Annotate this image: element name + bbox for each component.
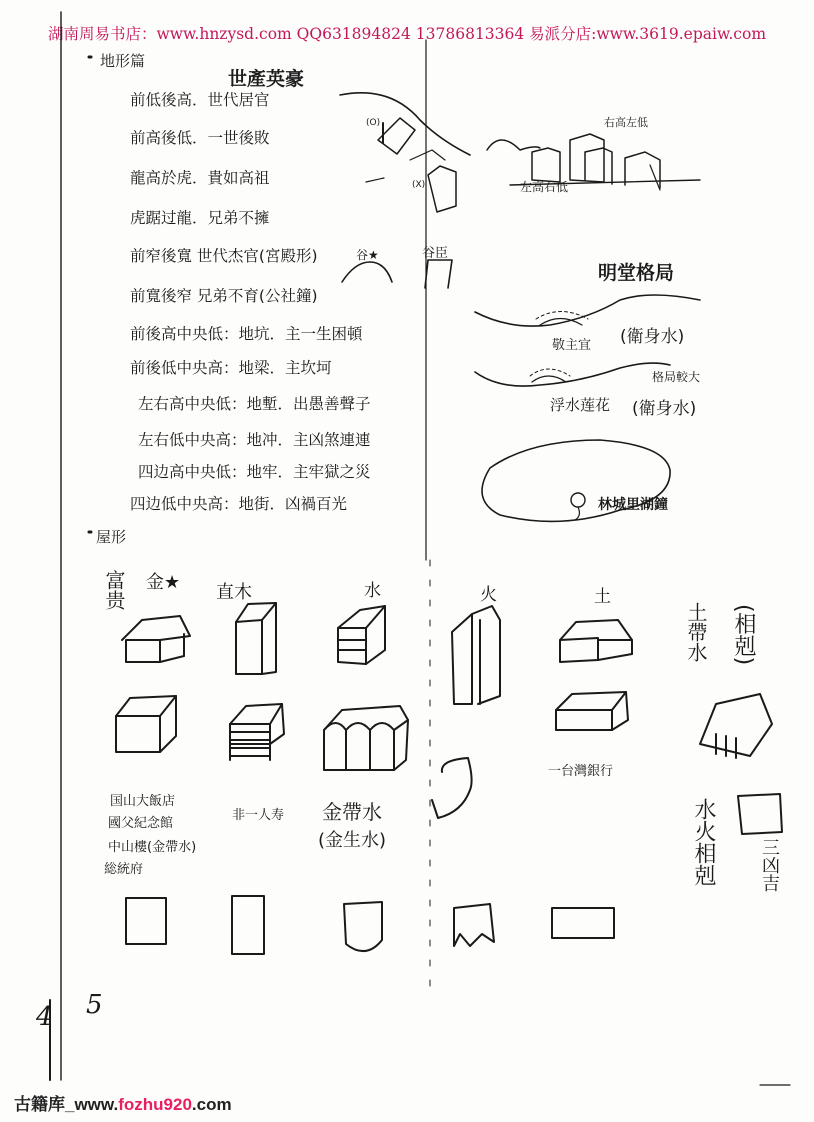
water-title: 明堂格局 — [598, 262, 675, 284]
terrain-item: 虎踞过龍．兄弟不擁 — [130, 209, 270, 227]
label-house-water1: 敬主宜 — [552, 338, 592, 353]
terrain-item: 前寬後窄 兄弟不育(公社鐘) — [130, 287, 318, 305]
caption-gold-water-1: 金帶水 — [322, 800, 382, 824]
caption-fire-water: 水火相剋 — [691, 798, 716, 886]
footer-watermark — [14, 1090, 232, 1115]
page-number-right: 5 — [86, 990, 103, 1020]
terrain-item: 四边高中央低：地牢．主牢獄之災 — [138, 463, 371, 481]
element-fire: 火 — [480, 585, 497, 605]
label-earth-water: 土帶水 — [684, 602, 708, 662]
terrain-item: 左右高中央低：地塹．出愚善聲子 — [138, 395, 371, 413]
label-water2-side: 格局較大 — [652, 370, 701, 384]
terrain-item: 前高後低．一世後敗 — [130, 129, 270, 147]
marker-o: (O) — [366, 118, 381, 128]
footer-mid: fozhu — [118, 1095, 164, 1114]
label-bell: 谷臣 — [422, 246, 449, 261]
terrain-item: 前低後高．世代居官 — [130, 91, 270, 109]
section-terrain-title: 地形篇 — [100, 52, 146, 70]
element-wood: 直木 — [216, 582, 252, 603]
label-house-water2: 浮水莲花 — [550, 396, 611, 414]
label-rich: 富贵 — [102, 570, 126, 610]
terrain-item: 左右低中央高：地冲．主凶煞連連 — [138, 431, 371, 449]
caption-bad: 三凶吉 — [759, 838, 780, 892]
label-bell-star: 谷★ — [356, 248, 379, 262]
caption-gold-water-2: (金生水) — [318, 830, 387, 851]
terrain-item: 前後低中央高：地梁．主坎坷 — [130, 359, 332, 377]
caption-bank: 一台灣銀行 — [548, 764, 614, 779]
label-clash: (相剋) — [731, 604, 756, 666]
section-terrain-heading-note: 世產英豪 — [228, 68, 305, 90]
page-header: 湖南周易书店：www.hnzysd.com QQ631894824 13786813364 易派分店:www.3619.epaiw.com — [47, 25, 767, 43]
element-earth: 土 — [594, 587, 611, 607]
caption-hotel-3: 中山樓(金帶水) — [108, 840, 197, 855]
label-left-high: 左高右低 — [520, 180, 569, 194]
page-number-left: 4 — [36, 1002, 53, 1032]
caption-hotel-4: 総統府 — [104, 862, 144, 877]
section-house-title: 屋形 — [96, 528, 127, 546]
element-metal: 金★ — [146, 572, 181, 593]
footer-suffix: .com — [191, 1095, 232, 1114]
caption-hotel-2: 國父紀念館 — [108, 816, 174, 831]
label-water1-note: (衛身水) — [620, 327, 685, 347]
footer-num: 920 — [163, 1095, 192, 1114]
footer-prefix: 古籍库_www. — [14, 1095, 119, 1114]
terrain-item: 龍高於虎．貴如高祖 — [130, 169, 270, 187]
label-water2-note: (衛身水) — [632, 399, 697, 419]
element-water: 水 — [364, 581, 381, 601]
terrain-item: 四边低中央高：地街．凶禍百光 — [130, 495, 348, 513]
caption-hotel-1: 国山大飯店 — [110, 794, 176, 809]
caption-stack: 非一人寿 — [232, 808, 285, 823]
terrain-item: 前窄後寬 世代杰官(宮殿形) — [130, 247, 318, 265]
label-right-high: 右高左低 — [604, 116, 648, 129]
marker-x: (X) — [412, 180, 426, 190]
label-pond: 林城里湖鐘 — [598, 497, 668, 513]
terrain-item: 前後高中央低：地坑．主一生困頓 — [130, 325, 363, 343]
